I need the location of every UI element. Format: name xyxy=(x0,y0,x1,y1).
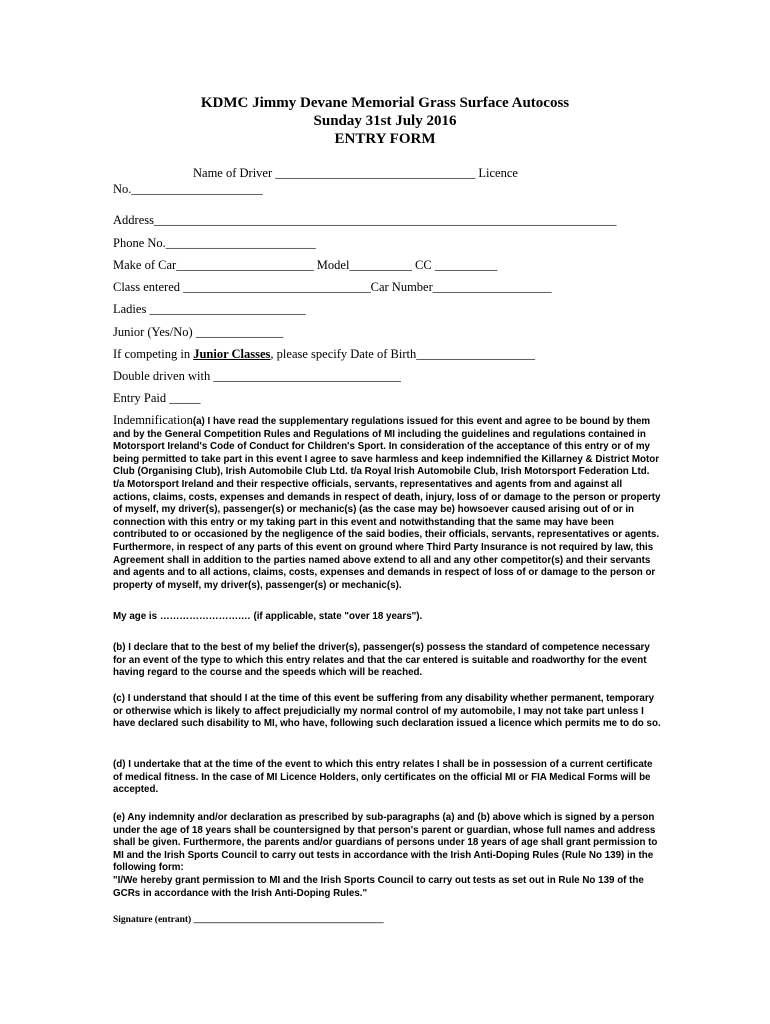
double-driven-field[interactable]: Double driven with ______________________________ xyxy=(113,369,401,383)
form-title: KDMC Jimmy Devane Memorial Grass Surface Autocoss xyxy=(200,95,570,111)
address-field[interactable]: Address__________________________________________________________________________ xyxy=(113,213,617,227)
indemnity-text-a: (a) I have read the supplementary regulations issued for this event and agree to be bound by them and by the General Competition Rules and Regulations of MI including the guidelines and regulations contained in Motorsport Ireland's Code of Conduct for Children's Sport. In consideration of the acceptance of this entry or of my being permitted to take part in this event I agree to save harmless and keep indemnified the Killarney & District Motor Club (Organising Club), Irish Automobile Club Ltd. t/a Royal Irish Automobile Club, Irish Motorsport Federation Ltd. t/a Motorsport Ireland and their respective officials, servants, representatives and agents from and against all actions, claims, costs, expenses and demands in respect of death, injury, loss of or damage to the person or property of myself, my driver(s), passenger(s) or mechanic(s) (as the case may be) howsoever caused arising out of or in connection with this entry or my taking part in this event and notwithstanding that the same may have been contributed to or occasioned by the negligence of the said bodies, their officials, servants, representatives or agents. Furthermore, in respect of any parts of this event on ground where Third Party Insurance is not required by law, this Agreement shall in addition to the parties named above extend to all and any other competitor(s) and their servants and agents and to all actions, claims, costs, expenses and demands in respect of loss of or damage to the person or property of myself, my driver(s), passenger(s) or mechanic(s). xyxy=(113,416,661,591)
dob-blank: , please specify Date of Birth___________________ xyxy=(270,347,535,361)
declaration-e: (e) Any indemnity and/or declaration as prescribed by sub-paragraphs (a) and (b) above which is signed by a person under the age of 18 years shall be countersigned by that person's parent or guardian, whose full names and address shall be given. Furthermore, the parents and/or guardians of persons under 18 years of age shall grant permission to MI and the Irish Sports Council to carry out tests in accordance with the Irish Anti-Doping Rules (Rule No 139) in the following form: xyxy=(113,812,658,874)
anti-doping-quote: "I/We hereby grant permission to MI and the Irish Sports Council to carry out tests as set out in Rule No 139 of the GCRs in accordance with the Irish Anti-Doping Rules." xyxy=(113,875,644,899)
junior-field[interactable]: Junior (Yes/No) ______________ xyxy=(113,325,284,339)
declaration-c: (c) I understand that should I at the time of this event be suffering from any disability whether permanent, temporary or otherwise which is likely to affect prejudicially my normal control of my automobile, I may not take part unless I have declared such disability to MI, who have, following such declaration issued a licence which permits me to do so. xyxy=(113,693,661,730)
junior-classes-prefix: If competing in xyxy=(113,347,194,361)
event-date: Sunday 31st July 2016 xyxy=(313,113,457,129)
signature-field[interactable]: Signature (entrant) ________________________________________ xyxy=(113,915,384,925)
phone-field[interactable]: Phone No.________________________ xyxy=(113,236,316,250)
indemnity-heading: Indemnification xyxy=(113,413,193,427)
ladies-field[interactable]: Ladies _________________________ xyxy=(113,302,306,316)
junior-classes-label: Junior Classes xyxy=(193,347,271,361)
age-statement[interactable]: My age is …………………….… (if applicable, state "over 18 years"). xyxy=(113,611,423,622)
class-entered-field[interactable]: Class entered ______________________________Car Number___________________ xyxy=(113,280,552,294)
declaration-b: (b) I declare that to the best of my belief the driver(s), passenger(s) possess the standard of competence necessary for an event of the type to which this entry relates and that the car entered is suitable and roadworthy for the event having regard to the course and the speeds which will be reached. xyxy=(113,642,650,679)
car-details-field[interactable]: Make of Car______________________ Model__________ CC __________ xyxy=(113,258,498,272)
licence-no-field[interactable]: No._____________________ xyxy=(113,182,263,196)
form-subtitle: ENTRY FORM xyxy=(334,131,436,147)
declaration-d: (d) I undertake that at the time of the event to which this entry relates I shall be in possession of a current certificate of medical fitness. In the case of MI Licence Holders, only certificates on the official MI or FIA Medical Forms will be accepted. xyxy=(113,759,653,796)
entry-paid-field[interactable]: Entry Paid _____ xyxy=(113,391,201,405)
date-of-birth-field[interactable] xyxy=(113,347,535,362)
driver-name-field[interactable]: Name of Driver ________________________________ Licence xyxy=(193,166,518,180)
indemnity-paragraph-a xyxy=(113,414,661,592)
